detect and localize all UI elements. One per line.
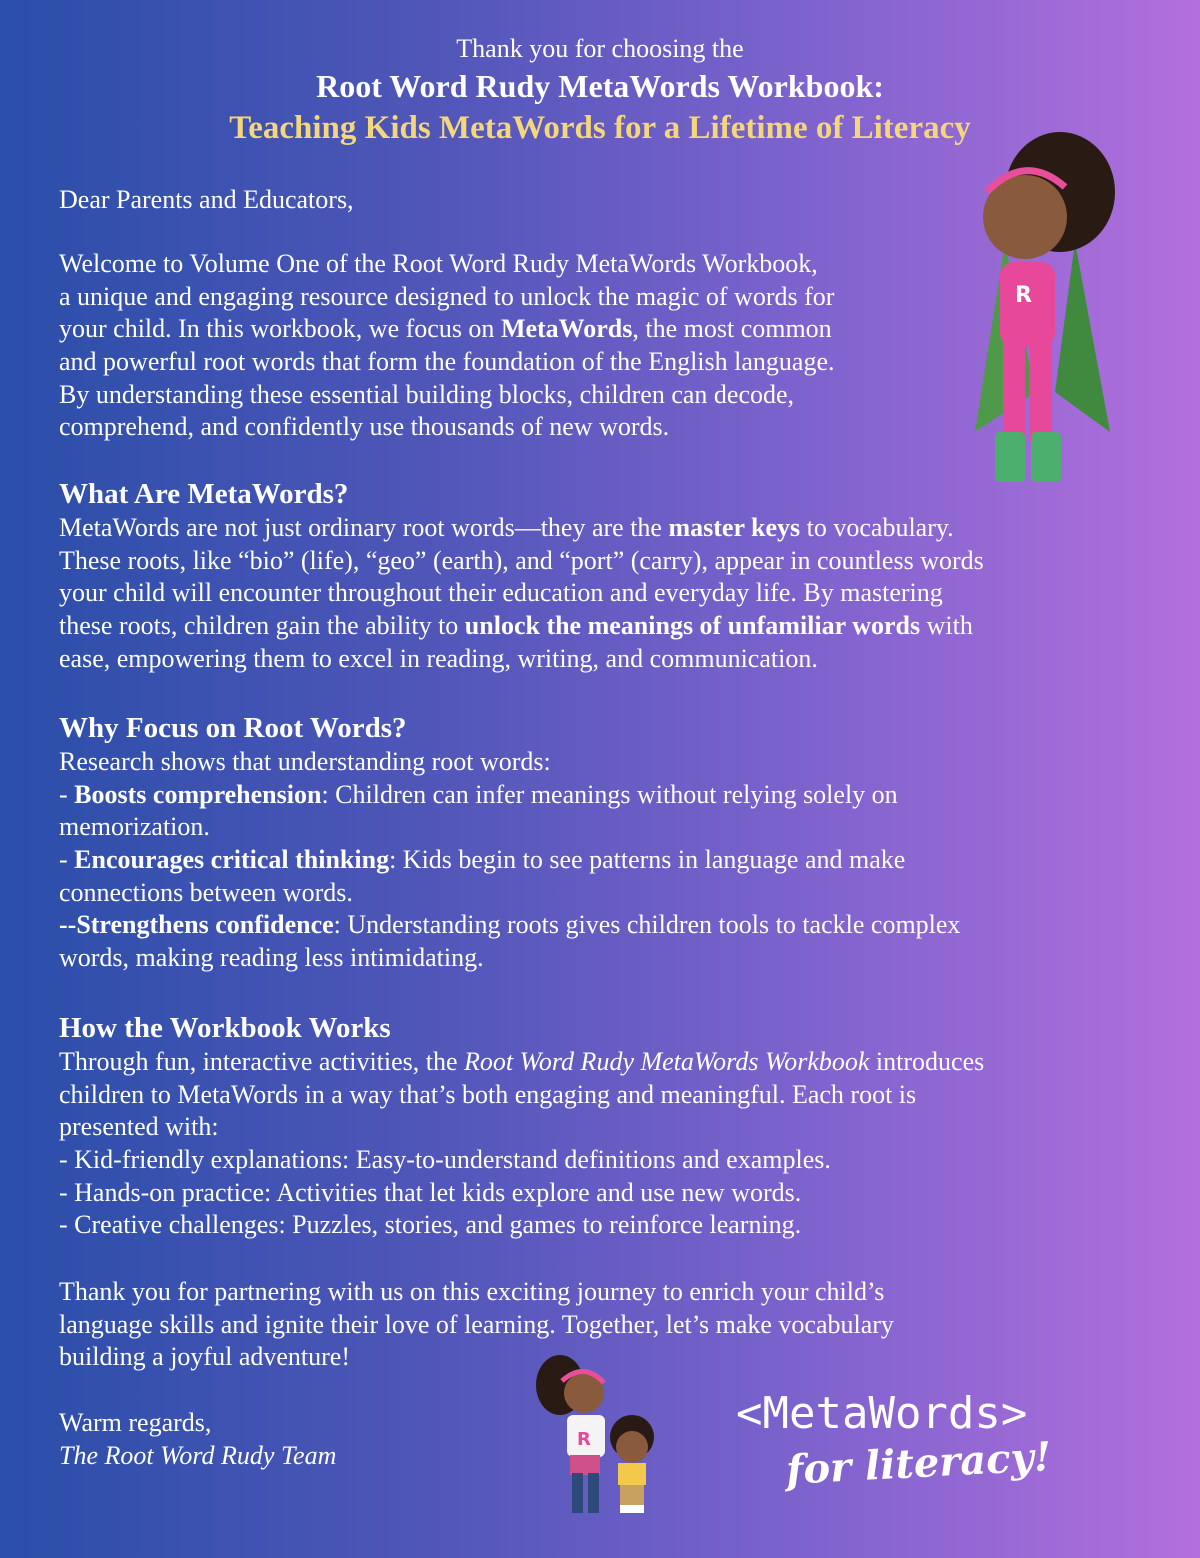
text-segment: Welcome to Volume One of the Root Word Rudy MetaWords Workbook, bbox=[59, 249, 818, 278]
workbook-title: Root Word Rudy MetaWords Workbook: bbox=[316, 68, 884, 104]
text-segment: these roots, children gain the ability to bbox=[59, 611, 465, 641]
text-segment: These roots, like “bio” (life), “geo” (earth), and “port” (carry), appear in countless words bbox=[59, 545, 984, 575]
text-line bbox=[59, 844, 960, 877]
text-line bbox=[59, 1276, 894, 1309]
text-line bbox=[59, 643, 984, 676]
text-segment: Research shows that understanding root words: bbox=[59, 747, 551, 776]
text-line bbox=[59, 248, 834, 281]
kids-illustration bbox=[532, 1355, 667, 1525]
letter-section bbox=[59, 1010, 984, 1242]
text-segment: - bbox=[59, 845, 75, 875]
section-heading: How the Workbook Works bbox=[59, 1012, 391, 1044]
text-line bbox=[59, 1144, 984, 1177]
text-segment: MetaWords are not just ordinary root words—they are the bbox=[59, 513, 669, 542]
letter-section bbox=[59, 184, 354, 217]
text-line bbox=[59, 942, 960, 975]
text-line bbox=[59, 1407, 336, 1440]
bold-text: unlock the meanings of unfamiliar words bbox=[464, 611, 921, 641]
text-line bbox=[59, 577, 984, 610]
section-heading: Why Focus on Root Words? bbox=[59, 712, 407, 744]
metawords-logo-text: <MetaWords> bbox=[736, 1388, 1028, 1439]
text-segment: memorization. bbox=[59, 812, 210, 842]
text-segment: a unique and engaging resource designed to unlock the magic of words for bbox=[59, 281, 835, 311]
text-segment: : Children can infer meanings without relying solely on bbox=[321, 779, 898, 809]
text-segment: - bbox=[59, 779, 75, 809]
text-line bbox=[59, 811, 960, 844]
bold-text: --Strengthens confidence bbox=[59, 910, 334, 940]
text-line bbox=[59, 1309, 894, 1342]
text-segment: presented with: bbox=[59, 1112, 219, 1142]
text-line bbox=[59, 184, 354, 217]
text-line bbox=[59, 779, 960, 812]
superhero-girl-illustration bbox=[965, 132, 1125, 492]
text-line bbox=[59, 1209, 984, 1242]
text-segment: to vocabulary. bbox=[800, 513, 954, 542]
svg-text:R: R bbox=[577, 1429, 591, 1450]
text-line bbox=[59, 379, 834, 412]
text-segment: Thank you for partnering with us on this exciting journey to enrich your child’s bbox=[59, 1277, 885, 1306]
text-line bbox=[59, 1111, 984, 1144]
text-line bbox=[59, 746, 960, 779]
text-line bbox=[59, 1341, 894, 1374]
text-segment: - Hands-on practice: Activities that let kids explore and use new words. bbox=[59, 1177, 802, 1207]
text-segment: ease, empowering them to excel in reading, writing, and communication. bbox=[59, 643, 818, 673]
svg-text:R: R bbox=[1015, 283, 1032, 308]
text-segment: and powerful root words that form the foundation of the English language. bbox=[59, 347, 835, 377]
for-literacy-logo-text: for literacy! bbox=[784, 1433, 1053, 1494]
section-heading: What Are MetaWords? bbox=[59, 478, 349, 510]
letter-section bbox=[59, 710, 960, 975]
italic-text: Root Word Rudy MetaWords Workbook bbox=[464, 1047, 870, 1076]
text-segment: building a joyful adventure! bbox=[59, 1342, 350, 1372]
text-line bbox=[59, 1177, 984, 1210]
text-segment: introduces bbox=[869, 1047, 985, 1076]
text-segment: words, making reading less intimidating. bbox=[59, 943, 484, 973]
text-line bbox=[59, 346, 834, 379]
text-segment: with bbox=[920, 611, 973, 641]
text-line bbox=[59, 1046, 984, 1079]
letter-section bbox=[59, 476, 984, 675]
text-line bbox=[59, 1079, 984, 1112]
text-segment: Through fun, interactive activities, the bbox=[59, 1047, 465, 1076]
text-segment: - Creative challenges: Puzzles, stories, and games to reinforce learning. bbox=[59, 1210, 802, 1240]
text-segment: Dear Parents and Educators, bbox=[59, 185, 354, 214]
text-segment: your child. In this workbook, we focus on bbox=[59, 314, 501, 344]
text-line bbox=[59, 512, 984, 545]
text-line bbox=[59, 909, 960, 942]
text-line bbox=[59, 313, 834, 346]
text-line bbox=[59, 877, 960, 910]
text-segment: language skills and ignite their love of learning. Together, let’s make vocabulary bbox=[59, 1309, 894, 1339]
text-segment: : Kids begin to see patterns in language and make bbox=[389, 845, 906, 875]
text-segment: , the most common bbox=[632, 314, 832, 344]
letter-section bbox=[59, 1407, 336, 1472]
text-segment: children to MetaWords in a way that’s both engaging and meaningful. Each root is bbox=[59, 1079, 917, 1109]
letter-section bbox=[59, 248, 834, 444]
intro-line: Thank you for choosing the bbox=[456, 34, 744, 63]
text-line bbox=[59, 610, 984, 643]
italic-text: The Root Word Rudy Team bbox=[59, 1440, 337, 1470]
text-segment: - Kid-friendly explanations: Easy-to-understand definitions and examples. bbox=[59, 1145, 831, 1175]
letter-section bbox=[59, 1276, 894, 1374]
text-segment: comprehend, and confidently use thousands of new words. bbox=[59, 412, 670, 442]
text-segment: Warm regards, bbox=[59, 1408, 212, 1437]
bold-text: Boosts comprehension bbox=[74, 779, 322, 809]
workbook-subtitle: Teaching Kids MetaWords for a Lifetime of Literacy bbox=[229, 110, 971, 146]
bold-text: MetaWords bbox=[500, 314, 633, 344]
text-line bbox=[59, 281, 834, 314]
text-line bbox=[59, 411, 834, 444]
text-segment: : Understanding roots gives children tools to tackle complex bbox=[333, 910, 961, 940]
text-line bbox=[59, 1440, 336, 1473]
bold-text: master keys bbox=[668, 513, 801, 542]
text-segment: By understanding these essential building blocks, children can decode, bbox=[59, 379, 795, 409]
text-segment: connections between words. bbox=[59, 877, 353, 907]
text-line bbox=[59, 545, 984, 578]
bold-text: Encourages critical thinking bbox=[74, 845, 390, 875]
text-segment: your child will encounter throughout their education and everyday life. By mastering bbox=[59, 578, 943, 608]
